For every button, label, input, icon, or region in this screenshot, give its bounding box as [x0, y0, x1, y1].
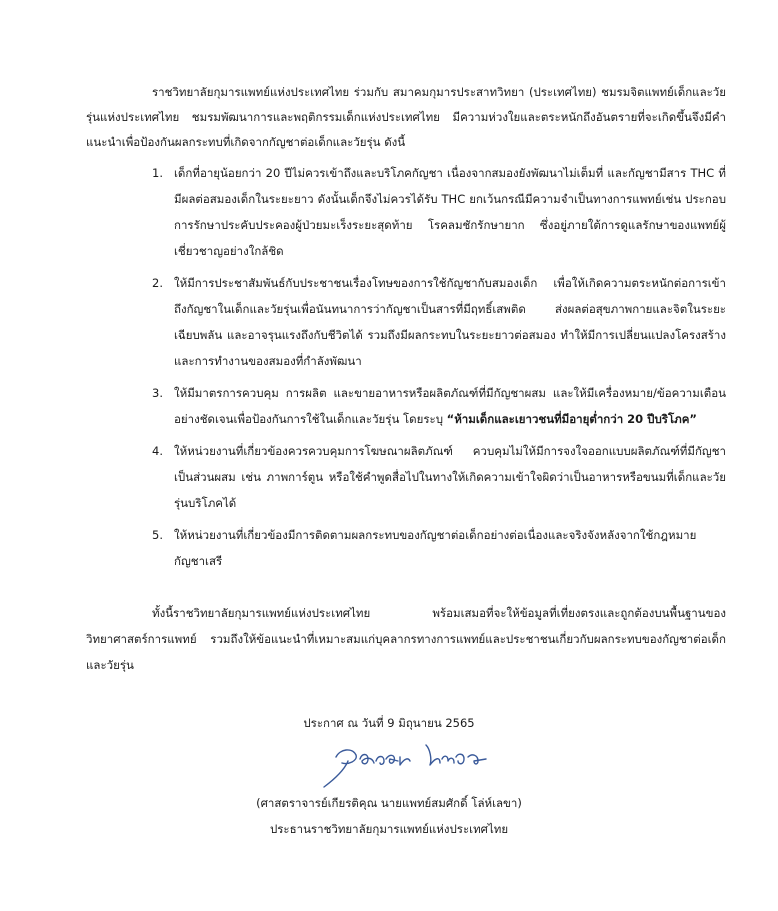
item-warning-text: “ห้ามเด็กและเยาวชนที่มีอายุต่ำกว่า 20 ปีบริโภค”	[446, 412, 697, 426]
item-text: ให้หน่วยงานที่เกี่ยวข้องควรควบคุมการโฆษณาผลิตภัณฑ์ ควบคุมไม่ให้มีการจงใจออกแบบผลิตภัณฑ์ที่มีกัญชาเป็นส่วนผสม เช่น ภาพการ์ตูน หรือใช้คำพูดสื่อไปในทางให้เกิดความเข้าใจผิดว่าเป็นอาหารหรือขนมที่เด็กและวัยรุ่นบริโภคได้	[174, 444, 726, 510]
item-text: ให้มีมาตรการควบคุม การผลิต และขายอาหารหรือผลิตภัณฑ์ที่มีกัญชาผสม และให้มีเครื่องหมาย/ข้อความเตือนอย่างชัดเจนเพื่อป้องกันการใช้ในเด็กและวัยรุ่น โดยระบุ	[174, 386, 726, 426]
announcement-date: ประกาศ ณ วันที่ 9 มิถุนายน 2565	[303, 716, 475, 730]
list-item	[148, 270, 726, 374]
item-text: ให้หน่วยงานที่เกี่ยวข้องมีการติดตามผลกระทบของกัญชาต่อเด็กอย่างต่อเนื่องและจริงจังหลังจากใช้กฎหมายกัญชาเสรี	[174, 528, 697, 568]
item-number: 4.	[152, 444, 163, 458]
list-item	[148, 160, 726, 264]
list-item	[148, 380, 726, 432]
list-item	[148, 522, 726, 574]
signer-name: (ศาสตราจารย์เกียรติคุณ นายแพทย์สมศักดิ์ โล่ห์เลขา)	[256, 796, 522, 810]
item-number: 1.	[152, 166, 163, 180]
intro-paragraph: ราชวิทยาลัยกุมารแพทย์แห่งประเทศไทย ร่วมกับ สมาคมกุมารประสาทวิทยา (ประเทศไทย) ชมรมจิตแพทย์เด็กและวัยรุ่นแห่งประเทศไทย ชมรมพัฒนาการและพฤติกรรมเด็กแห่งประเทศไทย มีความห่วงใยและตระหนักถึงอันตรายที่จะเกิดขึ้นจึงมีคำแนะนำเพื่อป้องกันผลกระทบที่เกิดจากกัญชาต่อเด็กและวัยรุ่น ดังนี้	[86, 85, 726, 149]
list-item	[148, 438, 726, 516]
item-text: ให้มีการประชาสัมพันธ์กับประชาชนเรื่องโทษของการใช้กัญชากับสมองเด็ก เพื่อให้เกิดความตระหนักต่อการเข้าถึงกัญชาในเด็กและวัยรุ่นเพื่อนันทนาการว่ากัญชาเป็นสารที่มีฤทธิ์เสพติด ส่งผลต่อสุขภาพกายและจิตในระยะเฉียบพลัน และอาจรุนแรงถึงกับชีวิตได้ รวมถึงมีผลกระทบในระยะยาวต่อสมอง ทำให้มีการเปลี่ยนแปลงโครงสร้างและการทำงานของสมองที่กำลังพัฒนา	[174, 276, 726, 368]
handwritten-signature	[318, 735, 508, 795]
signer-title: ประธานราชวิทยาลัยกุมารแพทย์แห่งประเทศไทย	[269, 822, 509, 836]
closing-paragraph: ทั้งนี้ราชวิทยาลัยกุมารแพทย์แห่งประเทศไทย พร้อมเสมอที่จะให้ข้อมูลที่เที่ยงตรงและถูกต้องบนพื้นฐานของวิทยาศาสตร์การแพทย์ รวมถึงให้ข้อแนะนำที่เหมาะสมแก่บุคลากรทางการแพทย์และประชาชนเกี่ยวกับผลกระทบของกัญชาต่อเด็กและวัยรุ่น	[86, 606, 726, 672]
item-number: 5.	[152, 528, 163, 542]
item-number: 2.	[152, 276, 163, 290]
item-text: เด็กที่อายุน้อยกว่า 20 ปีไม่ควรเข้าถึงและบริโภคกัญชา เนื่องจากสมองยังพัฒนาไม่เต็มที่ และกัญชามีสาร THC ที่มีผลต่อสมองเด็กในระยะยาว ดังนั้นเด็กจึงไม่ควรได้รับ THC ยกเว้นกรณีมีความจำเป็นทางการแพทย์เช่น ประกอบการรักษาประคับประคองผู้ป่วยมะเร็งระยะสุดท้าย โรคลมชักรักษายาก ซึ่งอยู่ภายใต้การดูแลรักษาของแพทย์ผู้เชี่ยวชาญอย่างใกล้ชิด	[174, 166, 726, 258]
recommendation-list	[148, 160, 726, 580]
item-number: 3.	[152, 386, 163, 400]
